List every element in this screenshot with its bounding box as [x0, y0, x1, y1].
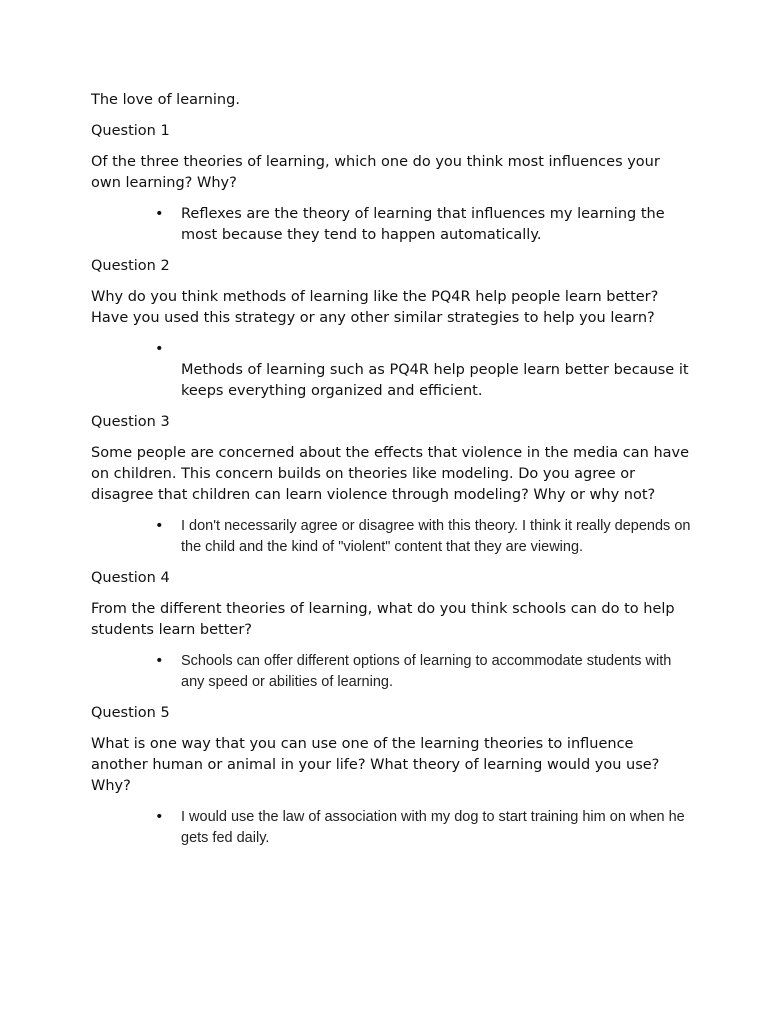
bullet-icon: • [155, 518, 164, 534]
bullet-icon: • [155, 341, 164, 357]
answer-list-item [91, 204, 691, 246]
question-prompt: Of the three theories of learning, which one do you think most influences your own learning? Why? [91, 154, 660, 191]
question-heading: Question 1 [91, 123, 170, 139]
bullet-icon: • [155, 206, 164, 222]
bullet-icon: • [155, 653, 164, 669]
bullet-icon: • [155, 809, 164, 825]
answer-list-item [91, 651, 691, 693]
question-heading: Question 3 [91, 414, 170, 430]
answer-text: I would use the law of association with my dog to start training him on when he gets fed daily. [181, 809, 685, 846]
document-page [91, 90, 691, 859]
answer-text: Schools can offer different options of learning to accommodate students with any speed or abilities of learning. [181, 653, 672, 690]
answer-text: I don't necessarily agree or disagree with this theory. I think it really depends on the child and the kind of "violent" content that they are viewing. [181, 518, 691, 555]
question-heading: Question 5 [91, 705, 170, 721]
question-prompt: From the different theories of learning, what do you think schools can do to help students learn better? [91, 601, 675, 638]
question-prompt: Some people are concerned about the effects that violence in the media can have on children. This concern builds on theories like modeling. Do you agree or disagree that children can learn violence through modeling? Why or why not? [91, 445, 690, 503]
answer-list-item [91, 516, 691, 558]
answer-list-item [91, 807, 691, 849]
answer-text: Reflexes are the theory of learning that influences my learning the most because they tend to happen automatically. [181, 206, 665, 243]
question-prompt: What is one way that you can use one of the learning theories to influence another human or animal in your life? What theory of learning would you use? Why? [91, 736, 660, 794]
answer-list-item [91, 339, 691, 402]
question-prompt: Why do you think methods of learning like the PQ4R help people learn better? Have you used this strategy or any other similar strategies to help you learn? [91, 289, 659, 326]
question-heading: Question 2 [91, 258, 170, 274]
answer-text: Methods of learning such as PQ4R help people learn better because it keeps everything organized and efficient. [181, 362, 689, 399]
question-heading: Question 4 [91, 570, 170, 586]
document-title: The love of learning. [91, 92, 240, 108]
